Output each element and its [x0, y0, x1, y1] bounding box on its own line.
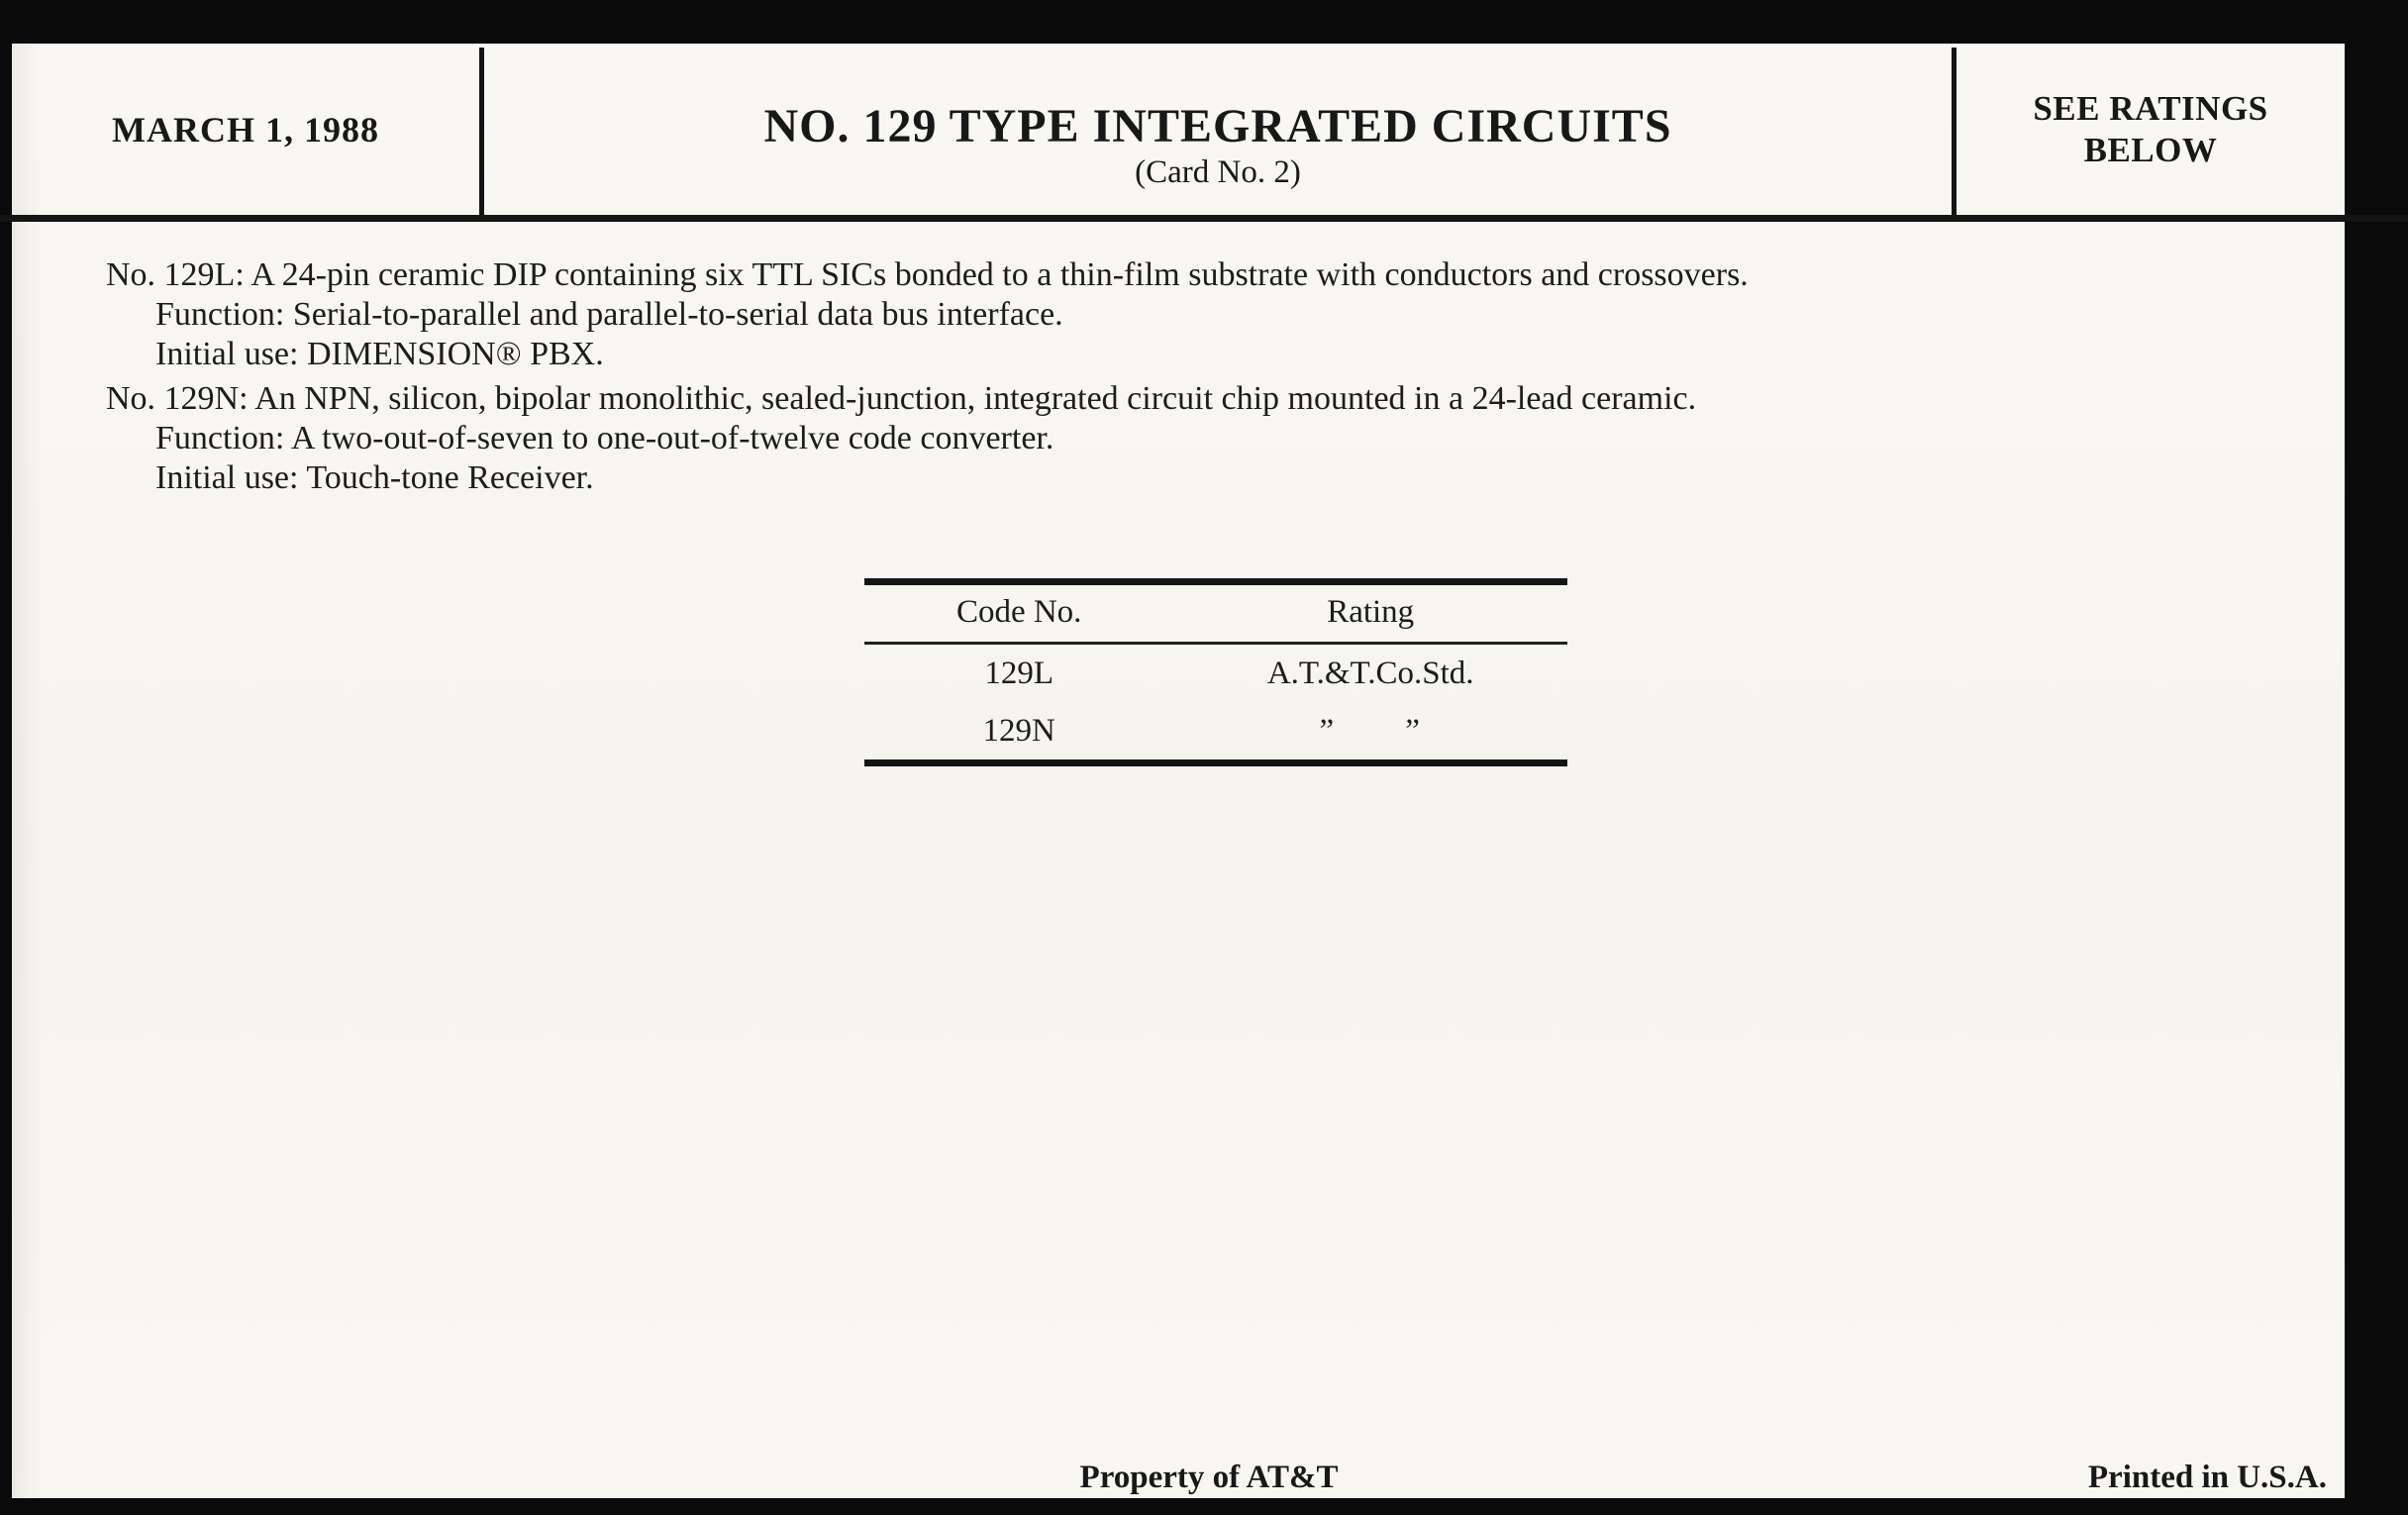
table-row: [864, 702, 1567, 763]
entry-heading: No. 129L: A 24-pin ceramic DIP containing six TTL SICs bonded to a thin-film substrate with conductors and crossovers.: [106, 256, 1749, 293]
card-subtitle: (Card No. 2): [1135, 154, 1301, 190]
header-rule: [0, 215, 2408, 222]
entry-function: Function: A two-out-of-seven to one-out-of-twelve code converter.: [155, 420, 1054, 456]
ratings-note: [1956, 44, 2345, 215]
ratings-note-line1: SEE RATINGS: [2033, 88, 2268, 128]
footer-property: Property of AT&T: [1079, 1460, 1339, 1495]
entry-129N: [106, 379, 2305, 498]
entry-initial-use: Initial use: DIMENSION® PBX.: [155, 336, 604, 372]
rating-cell-ditto: ” ”: [1319, 713, 1422, 749]
table-header-row: [864, 582, 1567, 644]
column-header-code: Code No.: [864, 582, 1173, 644]
ratings-table: [864, 578, 1567, 766]
card-date: MARCH 1, 1988: [112, 109, 379, 150]
entry-initial-use: Initial use: Touch-tone Receiver.: [155, 459, 594, 496]
code-cell: 129N: [982, 713, 1055, 749]
rating-cell: A.T.&T.Co.Std.: [1266, 656, 1474, 691]
footer-printed: Printed in U.S.A.: [2087, 1460, 2327, 1495]
column-header-rating: Rating: [1173, 582, 1567, 644]
table-row: [864, 644, 1567, 703]
ratings-note-line2: BELOW: [2083, 130, 2218, 169]
card-title: NO. 129 TYPE INTEGRATED CIRCUITS: [763, 100, 1672, 152]
code-cell: 129L: [984, 656, 1054, 691]
entry-heading: No. 129N: An NPN, silicon, bipolar monolithic, sealed-junction, integrated circuit chip mounted in a 24-lead ceramic.: [106, 380, 1697, 417]
scan-shading: [12, 44, 42, 1498]
entry-function: Function: Serial-to-parallel and parallel-to-serial data bus interface.: [155, 296, 1063, 333]
entry-129L: [106, 255, 2305, 374]
card-header-center: [484, 44, 1952, 215]
scanned-card-page: [12, 44, 2345, 1498]
card-body: [106, 255, 2305, 498]
